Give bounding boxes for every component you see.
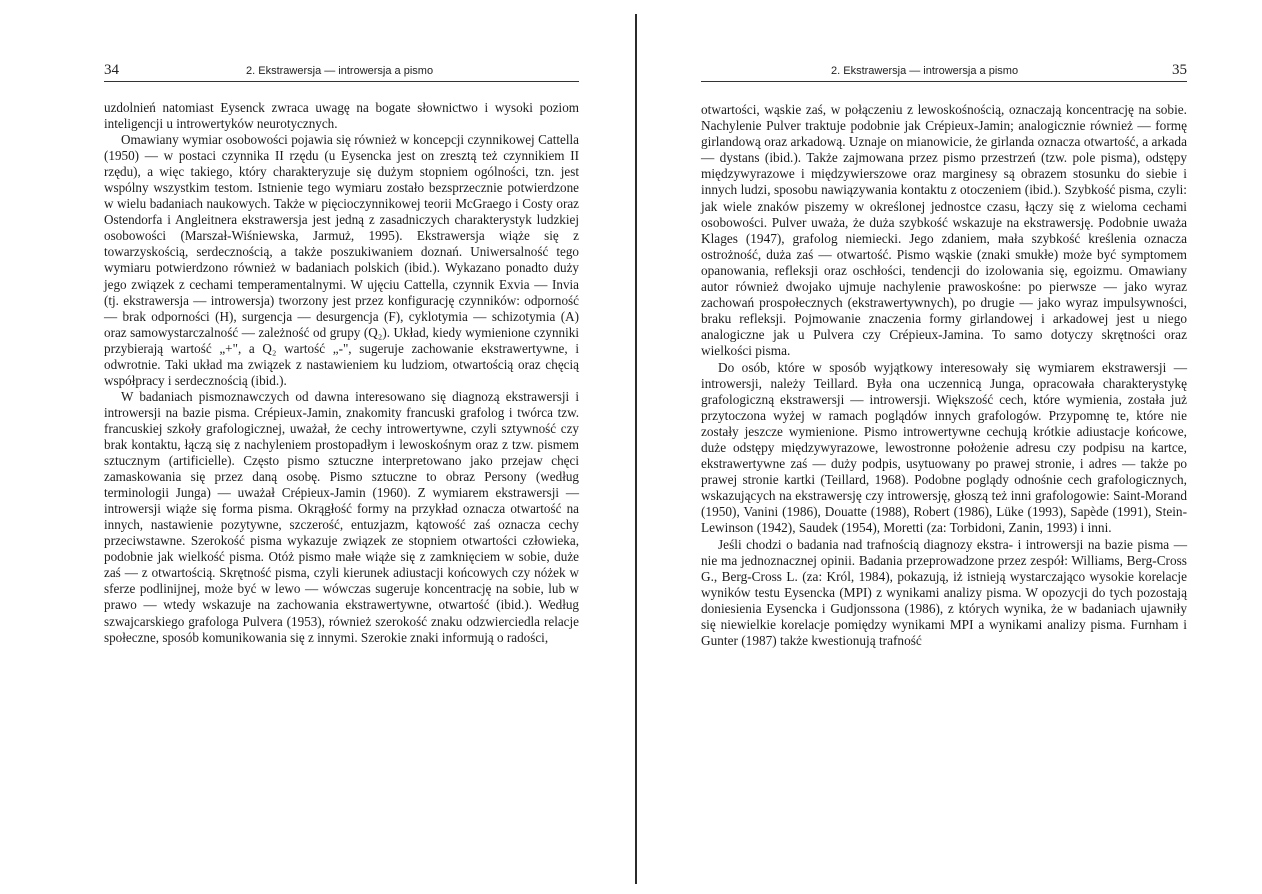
header-rule [104, 81, 579, 82]
left-page-header [104, 60, 579, 82]
paragraph: uzdolnień natomiast Eysenck zwraca uwagę na bogate słownictwo i wysoki poziom inteligencji u introwertyków neurotycznych. [104, 100, 579, 132]
page-number: 35 [1172, 62, 1187, 78]
paragraph: W badaniach pismoznawczych od dawna interesowano się diagnozą ekstrawersji i introwersji na bazie pisma. Crépieux-Jamin, znakomity francuski grafolog i twórca tzw. francuskiej szkoły grafologicznej, uważał, że cechy introwertywne, czyli sztywność czy brak kontaktu, łączą się z nachyleniem prostopadłym i lewoskośnym oraz z tzw. pismem sztucznym (artificielle). Często pismo sztuczne interpretowano jako przejaw chęci zamaskowania się przez daną osobę. Pismo sztuczne to obraz Persony (według terminologii Junga) — uważał Crépieux-Jamin (1960). Z wymiarem ekstrawersji — introwersji wiąże się forma pisma. Okrągłość formy na przykład oznacza otwartość na innych, nastawienie pozytywne, szczerość, entuzjazm, kątowość zaś oznacza cechy przeciwstawne. Szerokość pisma wykazuje związek ze stopniem otwartości człowieka, podobnie jak wielkość pisma. Otóż pismo małe wiąże się z zamknięciem w sobie, duże zaś — z otwartością. Skrętność pisma, czyli kierunek adiustacji końcowych czy nóżek w sferze podlinijnej, może być w lewo — wówczas sugeruje koncentrację na sobie, lub w prawo — wtedy wskazuje na zachowania ekstrawertywne, otwartość (ibid.). Według szwajcarskiego grafologa Pulvera (1953), również szerokość znaku odzwierciedla relacje społeczne, sposób komunikowania się z innymi. Szerokie znaki informują o radości, [104, 388, 579, 645]
paragraph: otwartości, wąskie zaś, w połączeniu z lewoskośnością, oznaczają koncentrację na sobie. Nachylenie Pulver traktuje podobnie jak Crépieux-Jamin; analogicznie również — formę girlandową oraz arkadową. Uznaje on mianowicie, że girlanda oznacza otwartość, a arkada — dystans (ibid.). Także zajmowana przez pismo przestrzeń (tzw. pole pisma), odstępy międzywyrazowe i międzywierszowe oraz marginesy są obrazem stosunku do siebie i innych ludzi, sposobu nawiązywania kontaktu z otoczeniem (ibid.). Szybkość pisma, czyli: jak wiele znaków piszemy w określonej jednostce czasu, łączy się z wieloma cechami osobowości. Pulver uważa, że duża szybkość wskazuje na ekstrawersję. Podobnie uważa Klages (1947), grafolog niemiecki. Jego zdaniem, mała szybkość kreślenia oznacza ostrożność, duża zaś — otwartość. Pismo wąskie (znaki smukłe) może być symptomem opanowania, refleksji oraz oschłości, tendencji do izolowania się, egoizmu. Omawiany autor również dwojako ujmuje nachylenie prawoskośne: po pierwsze — jako wyraz zachowań prospołecznych (ekstrawertywnych), po drugie — jako wyraz impulsywności, braku refleksji. Pojmowanie znaczenia formy girlandowej i arkadowej jest u niego analogiczne jak u Pulvera czy Crépieux-Jamina. To samo dotyczy skrętności oraz wielkości pisma. [701, 102, 1187, 359]
book-gutter [635, 14, 637, 884]
paragraph: Jeśli chodzi o badania nad trafnością diagnozy ekstra- i introwersji na bazie pisma — nie ma jednoznacznej opinii. Badania przeprowadzone przez zespół: Williams, Berg-Cross G., Berg-Cross L. (za: Król, 1984), pokazują, iż istnieją wystarczająco wysokie korelacje wyników testu Eysencka (MPI) z wynikami analizy pisma. W opozycji do tych pozostają doniesienia Eysencka i Gudjonssona (1986), z których wynika, że w badaniach ujawniły się niewielkie korelacje pomiędzy wynikami MPI a wynikami analizy pisma. Furnham i Gunter (1987) także kwestionują trafność [701, 536, 1187, 649]
page-number: 34 [104, 62, 119, 78]
paragraph: Omawiany wymiar osobowości pojawia się również w koncepcji czynnikowej Cattella (1950) — w postaci czynnika II rzędu (u Eysencka jest on zresztą też czynnikiem II rzędu), a więc takiego, który charakteryzuje się dużym stopniem ogólności, tzn. jest wspólny wszystkim testom. Istnienie tego wymiaru zostało bezsprzecznie potwierdzone w wielu badaniach naukowych. Także w pięcioczynnikowej teorii McGraego i Costy oraz Ostendorfa i Angleitnera ekstrawersja jest jedną z zasadniczych charakterystyk ludzkiej osobowości (Marszał-Wiśniewska, Jarmuż, 1995). Ekstrawersja wiąże się z towarzyskością, serdecznością, a także poszukiwaniem doznań. Uniwersalność tego wymiaru potwierdzono również w badaniach polskich (ibid.). Wykazano ponadto duży jego związek z cechami temperamentalnymi. W ujęciu Cattella, czynnik Exvia — Invia (tj. ekstrawersja — introwersja) tworzony jest przez konfigurację czynników: odporność — brak odporności (H), surgencja — desurgencja (F), cyklotymia — schizotymia (A) oraz samowystarczalność — zależność od grupy (Q₂). Układ, kiedy wymienione czynniki przybierają wartość „+", a Q₂ wartość „-", sugeruje zachowanie ekstrawertywne, i odwrotnie. Taki układ ma związek z nastawieniem ku ludziom, otwartością oraz chęcią współpracy i serdecznością (ibid.). [104, 132, 579, 388]
paragraph: Do osób, które w sposób wyjątkowy interesowały się wymiarem ekstrawersji — introwersji, należy Teillard. Była ona uczennicą Junga, opracowała charakterystykę grafologiczną ekstrawersji — introwersji. Większość cech, które wymienia, została już przytoczona wyżej w ramach poglądów innych grafologów. Przypomnę te, które nie zostały jeszcze wymienione. Pismo introwertywne cechują krótkie adiustacje końcowe, duże odstępy międzywyrazowe, lewostronne położenie adresu czy podpisu na kartce, ekstrawertywne zaś — duży podpis, usytuowany po prawej stronie, i adres — także po prawej stronie kartki (Teillard, 1968). Podobne poglądy odnośnie cech grafologicznych, wskazujących na ekstrawersję czy introwersję, głoszą też inni grafologowie: Saint-Morand (1950), Vanini (1986), Douatte (1988), Robert (1986), Lüke (1993), Sapède (1991), Stein-Lewinson (1942), Saudek (1954), Moretti (za: Torbidoni, Zanin, 1993) i inni. [701, 359, 1187, 536]
right-page-body [701, 102, 1187, 649]
running-head: 2. Ekstrawersja — introwersja a pismo [831, 65, 1019, 77]
running-head: 2. Ekstrawersja — introwersja a pismo [246, 65, 434, 77]
right-page-header [701, 60, 1187, 82]
left-page-body [104, 100, 579, 646]
header-rule [701, 81, 1187, 82]
